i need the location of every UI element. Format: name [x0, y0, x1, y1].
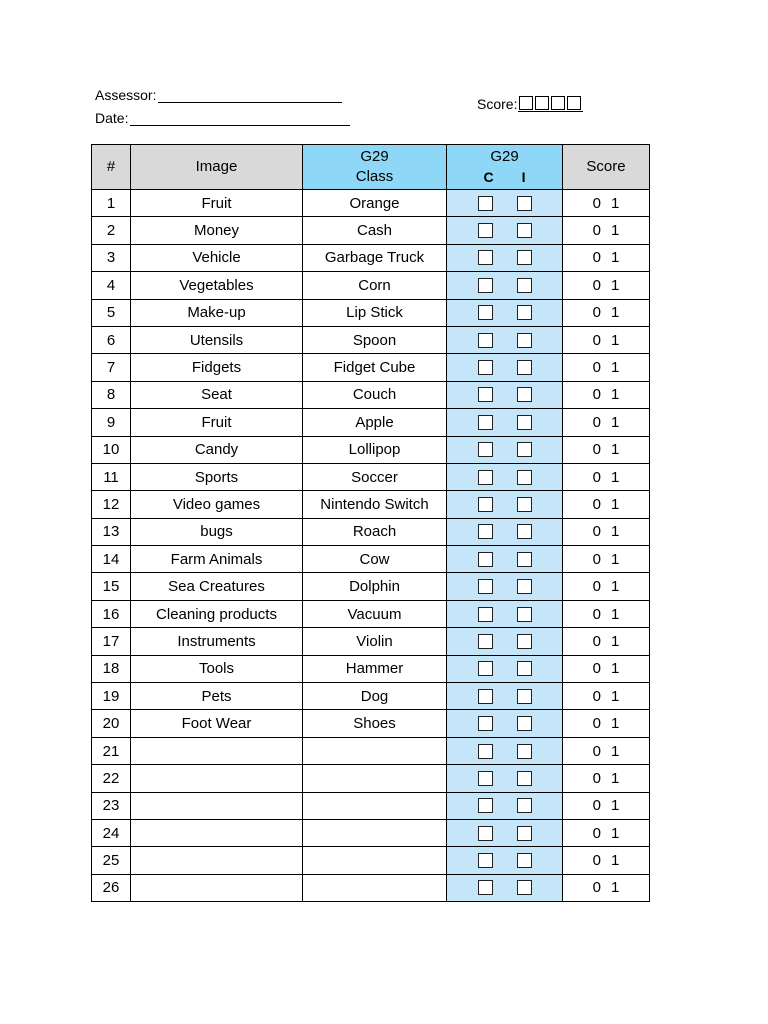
- score-option-1[interactable]: 1: [611, 769, 620, 787]
- incorrect-checkbox[interactable]: [517, 880, 532, 895]
- image-cell: [131, 819, 303, 846]
- ci-cell: [447, 683, 563, 710]
- correct-checkbox[interactable]: [478, 771, 493, 786]
- incorrect-label: I: [521, 169, 526, 185]
- table-row: [92, 710, 650, 737]
- score-cell: [563, 600, 650, 627]
- score-cell: [563, 655, 650, 682]
- score-cell: [563, 765, 650, 792]
- incorrect-checkbox[interactable]: [517, 196, 532, 211]
- score-cell: [563, 326, 650, 353]
- score-option-0[interactable]: 0: [592, 605, 601, 623]
- correct-checkbox[interactable]: [478, 524, 493, 539]
- correct-checkbox[interactable]: [478, 250, 493, 265]
- score-option-0[interactable]: 0: [592, 304, 601, 322]
- table-row: [92, 874, 650, 901]
- row-number: 19: [92, 683, 131, 710]
- image-cell: Sports: [131, 463, 303, 490]
- image-cell: [131, 737, 303, 764]
- class-cell: Orange: [303, 190, 447, 217]
- score-cell: [563, 436, 650, 463]
- row-number: 15: [92, 573, 131, 600]
- assessor-label: Assessor:: [95, 87, 157, 103]
- score-option-1[interactable]: 1: [611, 249, 620, 267]
- score-option-1[interactable]: 1: [611, 824, 620, 842]
- score-option-1[interactable]: 1: [611, 331, 620, 349]
- image-cell: Candy: [131, 436, 303, 463]
- score-option-0[interactable]: 0: [592, 769, 601, 787]
- score-option-0[interactable]: 0: [592, 797, 601, 815]
- incorrect-checkbox[interactable]: [517, 579, 532, 594]
- row-number: 22: [92, 765, 131, 792]
- score-cell: [563, 491, 650, 518]
- class-cell: Garbage Truck: [303, 244, 447, 271]
- row-number: 3: [92, 244, 131, 271]
- row-number: 24: [92, 819, 131, 846]
- table-row: [92, 518, 650, 545]
- class-cell: [303, 874, 447, 901]
- ci-cell: [447, 600, 563, 627]
- image-cell: Instruments: [131, 628, 303, 655]
- score-option-1[interactable]: 1: [611, 605, 620, 623]
- score-digit-box[interactable]: [567, 96, 581, 110]
- row-number: 11: [92, 463, 131, 490]
- table-row: [92, 381, 650, 408]
- table-row: [92, 409, 650, 436]
- row-number: 23: [92, 792, 131, 819]
- table-row: [92, 628, 650, 655]
- image-cell: Tools: [131, 655, 303, 682]
- image-cell: Foot Wear: [131, 710, 303, 737]
- score-option-0[interactable]: 0: [592, 194, 601, 212]
- correct-checkbox[interactable]: [478, 880, 493, 895]
- incorrect-checkbox[interactable]: [517, 305, 532, 320]
- score-option-0[interactable]: 0: [592, 852, 601, 870]
- row-number: 2: [92, 217, 131, 244]
- score-cell: [563, 683, 650, 710]
- class-cell: Lollipop: [303, 436, 447, 463]
- date-label: Date:: [95, 110, 129, 126]
- ci-cell: [447, 491, 563, 518]
- row-number: 1: [92, 190, 131, 217]
- score-cell: [563, 272, 650, 299]
- ci-cell: [447, 628, 563, 655]
- image-cell: [131, 765, 303, 792]
- row-number: 10: [92, 436, 131, 463]
- row-number: 7: [92, 354, 131, 381]
- score-option-1[interactable]: 1: [611, 413, 620, 431]
- row-number: 6: [92, 326, 131, 353]
- g29-label: G29: [360, 148, 389, 165]
- ci-cell: [447, 546, 563, 573]
- table-row: [92, 847, 650, 874]
- table-row: [92, 600, 650, 627]
- score-option-1[interactable]: 1: [611, 276, 620, 294]
- row-number: 16: [92, 600, 131, 627]
- table-row: [92, 792, 650, 819]
- table-row: [92, 190, 650, 217]
- assessor-field: [95, 87, 342, 103]
- row-number: 14: [92, 546, 131, 573]
- score-cell: [563, 737, 650, 764]
- ci-cell: [447, 272, 563, 299]
- total-score-field: [477, 96, 583, 112]
- score-cell: [563, 299, 650, 326]
- ci-cell: [447, 819, 563, 846]
- correct-checkbox[interactable]: [478, 470, 493, 485]
- incorrect-checkbox[interactable]: [517, 552, 532, 567]
- score-option-0[interactable]: 0: [592, 660, 601, 678]
- col-header-g29-class: [303, 145, 447, 190]
- score-cell: [563, 409, 650, 436]
- ci-cell: [447, 847, 563, 874]
- class-cell: [303, 737, 447, 764]
- class-cell: Spoon: [303, 326, 447, 353]
- ci-cell: [447, 299, 563, 326]
- table-row: [92, 463, 650, 490]
- correct-checkbox[interactable]: [478, 196, 493, 211]
- image-cell: Video games: [131, 491, 303, 518]
- image-cell: Vegetables: [131, 272, 303, 299]
- col-header-score: Score: [563, 145, 650, 190]
- ci-cell: [447, 409, 563, 436]
- incorrect-checkbox[interactable]: [517, 661, 532, 676]
- date-field: [95, 110, 350, 126]
- ci-cell: [447, 436, 563, 463]
- correct-label: C: [483, 169, 494, 185]
- score-cell: [563, 819, 650, 846]
- correct-checkbox[interactable]: [478, 497, 493, 512]
- score-option-1[interactable]: 1: [611, 304, 620, 322]
- score-option-0[interactable]: 0: [592, 715, 601, 733]
- class-cell: Dolphin: [303, 573, 447, 600]
- class-cell: Shoes: [303, 710, 447, 737]
- correct-checkbox[interactable]: [478, 798, 493, 813]
- table-row: [92, 573, 650, 600]
- table-row: [92, 217, 650, 244]
- table-row: [92, 491, 650, 518]
- score-option-1[interactable]: 1: [611, 194, 620, 212]
- table-row: [92, 765, 650, 792]
- score-option-0[interactable]: 0: [592, 523, 601, 541]
- class-cell: Roach: [303, 518, 447, 545]
- score-cell: [563, 628, 650, 655]
- image-cell: Farm Animals: [131, 546, 303, 573]
- row-number: 13: [92, 518, 131, 545]
- row-number: 12: [92, 491, 131, 518]
- score-cell: [563, 381, 650, 408]
- score-option-0[interactable]: 0: [592, 359, 601, 377]
- row-number: 26: [92, 874, 131, 901]
- score-option-1[interactable]: 1: [611, 468, 620, 486]
- ci-cell: [447, 381, 563, 408]
- assessment-table: [91, 144, 650, 902]
- ci-cell: [447, 655, 563, 682]
- correct-checkbox[interactable]: [478, 689, 493, 704]
- score-cell: [563, 354, 650, 381]
- image-cell: Fidgets: [131, 354, 303, 381]
- score-cell: [563, 190, 650, 217]
- image-cell: Make-up: [131, 299, 303, 326]
- score-option-0[interactable]: 0: [592, 879, 601, 897]
- score-option-1[interactable]: 1: [611, 222, 620, 240]
- incorrect-checkbox[interactable]: [517, 250, 532, 265]
- score-option-1[interactable]: 1: [611, 550, 620, 568]
- ci-cell: [447, 874, 563, 901]
- incorrect-checkbox[interactable]: [517, 442, 532, 457]
- correct-checkbox[interactable]: [478, 579, 493, 594]
- table-row: [92, 546, 650, 573]
- class-cell: [303, 792, 447, 819]
- class-cell: Fidget Cube: [303, 354, 447, 381]
- class-cell: Vacuum: [303, 600, 447, 627]
- incorrect-checkbox[interactable]: [517, 470, 532, 485]
- correct-checkbox[interactable]: [478, 552, 493, 567]
- class-cell: Couch: [303, 381, 447, 408]
- table-row: [92, 272, 650, 299]
- score-option-0[interactable]: 0: [592, 578, 601, 596]
- row-number: 21: [92, 737, 131, 764]
- score-option-0[interactable]: 0: [592, 249, 601, 267]
- score-option-1[interactable]: 1: [611, 879, 620, 897]
- score-boxes: [518, 96, 583, 112]
- ci-cell: [447, 354, 563, 381]
- ci-cell: [447, 244, 563, 271]
- row-number: 9: [92, 409, 131, 436]
- score-digit-box[interactable]: [551, 96, 565, 110]
- incorrect-checkbox[interactable]: [517, 415, 532, 430]
- score-option-1[interactable]: 1: [611, 660, 620, 678]
- image-cell: Vehicle: [131, 244, 303, 271]
- row-number: 8: [92, 381, 131, 408]
- incorrect-checkbox[interactable]: [517, 771, 532, 786]
- score-cell: [563, 463, 650, 490]
- score-option-1[interactable]: 1: [611, 632, 620, 650]
- class-cell: [303, 819, 447, 846]
- class-cell: [303, 765, 447, 792]
- image-cell: [131, 847, 303, 874]
- image-cell: Cleaning products: [131, 600, 303, 627]
- score-option-0[interactable]: 0: [592, 495, 601, 513]
- col-header-number: #: [92, 145, 131, 190]
- image-cell: Money: [131, 217, 303, 244]
- table-row: [92, 326, 650, 353]
- class-cell: Corn: [303, 272, 447, 299]
- correct-checkbox[interactable]: [478, 744, 493, 759]
- ci-cell: [447, 326, 563, 353]
- score-option-1[interactable]: 1: [611, 495, 620, 513]
- incorrect-checkbox[interactable]: [517, 223, 532, 238]
- incorrect-checkbox[interactable]: [517, 524, 532, 539]
- score-cell: [563, 874, 650, 901]
- correct-checkbox[interactable]: [478, 853, 493, 868]
- ci-cell: [447, 518, 563, 545]
- score-option-0[interactable]: 0: [592, 413, 601, 431]
- score-option-0[interactable]: 0: [592, 386, 601, 404]
- class-cell: Dog: [303, 683, 447, 710]
- row-number: 25: [92, 847, 131, 874]
- score-option-0[interactable]: 0: [592, 331, 601, 349]
- class-cell: Cow: [303, 546, 447, 573]
- row-number: 17: [92, 628, 131, 655]
- correct-checkbox[interactable]: [478, 826, 493, 841]
- class-cell: Lip Stick: [303, 299, 447, 326]
- score-option-0[interactable]: 0: [592, 742, 601, 760]
- incorrect-checkbox[interactable]: [517, 333, 532, 348]
- score-digit-box[interactable]: [535, 96, 549, 110]
- image-cell: Fruit: [131, 409, 303, 436]
- score-cell: [563, 847, 650, 874]
- correct-checkbox[interactable]: [478, 415, 493, 430]
- date-blank-line[interactable]: [130, 112, 350, 126]
- table-row: [92, 683, 650, 710]
- table-row: [92, 354, 650, 381]
- score-option-1[interactable]: 1: [611, 386, 620, 404]
- correct-checkbox[interactable]: [478, 634, 493, 649]
- col-header-g29-ci: [447, 145, 563, 190]
- image-cell: bugs: [131, 518, 303, 545]
- correct-checkbox[interactable]: [478, 716, 493, 731]
- score-option-1[interactable]: 1: [611, 797, 620, 815]
- ci-cell: [447, 765, 563, 792]
- class-cell: [303, 847, 447, 874]
- g29-label: G29: [490, 148, 519, 165]
- ci-cell: [447, 217, 563, 244]
- score-option-1[interactable]: 1: [611, 852, 620, 870]
- class-label: Class: [355, 168, 394, 185]
- page-fold: [88, 931, 654, 951]
- row-number: 5: [92, 299, 131, 326]
- score-option-1[interactable]: 1: [611, 687, 620, 705]
- score-option-0[interactable]: 0: [592, 550, 601, 568]
- incorrect-checkbox[interactable]: [517, 360, 532, 375]
- incorrect-checkbox[interactable]: [517, 826, 532, 841]
- row-number: 18: [92, 655, 131, 682]
- ci-cell: [447, 737, 563, 764]
- correct-checkbox[interactable]: [478, 223, 493, 238]
- incorrect-checkbox[interactable]: [517, 607, 532, 622]
- incorrect-checkbox[interactable]: [517, 853, 532, 868]
- image-cell: Pets: [131, 683, 303, 710]
- score-cell: [563, 792, 650, 819]
- score-option-0[interactable]: 0: [592, 468, 601, 486]
- score-option-1[interactable]: 1: [611, 578, 620, 596]
- class-cell: Soccer: [303, 463, 447, 490]
- incorrect-checkbox[interactable]: [517, 497, 532, 512]
- correct-checkbox[interactable]: [478, 305, 493, 320]
- image-cell: Utensils: [131, 326, 303, 353]
- table-header-row: [92, 145, 650, 190]
- image-cell: Seat: [131, 381, 303, 408]
- table-row: [92, 737, 650, 764]
- incorrect-checkbox[interactable]: [517, 634, 532, 649]
- col-header-image: Image: [131, 145, 303, 190]
- correct-checkbox[interactable]: [478, 278, 493, 293]
- table-row: [92, 436, 650, 463]
- class-cell: Nintendo Switch: [303, 491, 447, 518]
- incorrect-checkbox[interactable]: [517, 798, 532, 813]
- score-option-0[interactable]: 0: [592, 632, 601, 650]
- score-option-0[interactable]: 0: [592, 824, 601, 842]
- correct-checkbox[interactable]: [478, 442, 493, 457]
- score-option-0[interactable]: 0: [592, 276, 601, 294]
- score-label: Score:: [477, 96, 518, 112]
- table-row: [92, 819, 650, 846]
- assessor-blank-line[interactable]: [158, 89, 342, 103]
- ci-cell: [447, 710, 563, 737]
- score-cell: [563, 518, 650, 545]
- incorrect-checkbox[interactable]: [517, 278, 532, 293]
- incorrect-checkbox[interactable]: [517, 716, 532, 731]
- class-cell: Apple: [303, 409, 447, 436]
- ci-cell: [447, 463, 563, 490]
- correct-checkbox[interactable]: [478, 661, 493, 676]
- class-cell: Hammer: [303, 655, 447, 682]
- class-cell: Cash: [303, 217, 447, 244]
- score-cell: [563, 710, 650, 737]
- row-number: 20: [92, 710, 131, 737]
- score-option-1[interactable]: 1: [611, 742, 620, 760]
- table-row: [92, 299, 650, 326]
- incorrect-checkbox[interactable]: [517, 689, 532, 704]
- score-option-0[interactable]: 0: [592, 441, 601, 459]
- correct-checkbox[interactable]: [478, 360, 493, 375]
- table-row: [92, 655, 650, 682]
- score-option-0[interactable]: 0: [592, 222, 601, 240]
- score-digit-box[interactable]: [519, 96, 533, 110]
- score-option-1[interactable]: 1: [611, 359, 620, 377]
- correct-checkbox[interactable]: [478, 607, 493, 622]
- image-cell: Fruit: [131, 190, 303, 217]
- incorrect-checkbox[interactable]: [517, 744, 532, 759]
- correct-checkbox[interactable]: [478, 333, 493, 348]
- ci-cell: [447, 190, 563, 217]
- score-option-1[interactable]: 1: [611, 523, 620, 541]
- score-option-0[interactable]: 0: [592, 687, 601, 705]
- correct-checkbox[interactable]: [478, 387, 493, 402]
- score-option-1[interactable]: 1: [611, 715, 620, 733]
- image-cell: Sea Creatures: [131, 573, 303, 600]
- ci-cell: [447, 573, 563, 600]
- score-cell: [563, 573, 650, 600]
- table-row: [92, 244, 650, 271]
- score-option-1[interactable]: 1: [611, 441, 620, 459]
- class-cell: Violin: [303, 628, 447, 655]
- row-number: 4: [92, 272, 131, 299]
- image-cell: [131, 874, 303, 901]
- score-cell: [563, 244, 650, 271]
- incorrect-checkbox[interactable]: [517, 387, 532, 402]
- score-cell: [563, 217, 650, 244]
- ci-cell: [447, 792, 563, 819]
- image-cell: [131, 792, 303, 819]
- score-cell: [563, 546, 650, 573]
